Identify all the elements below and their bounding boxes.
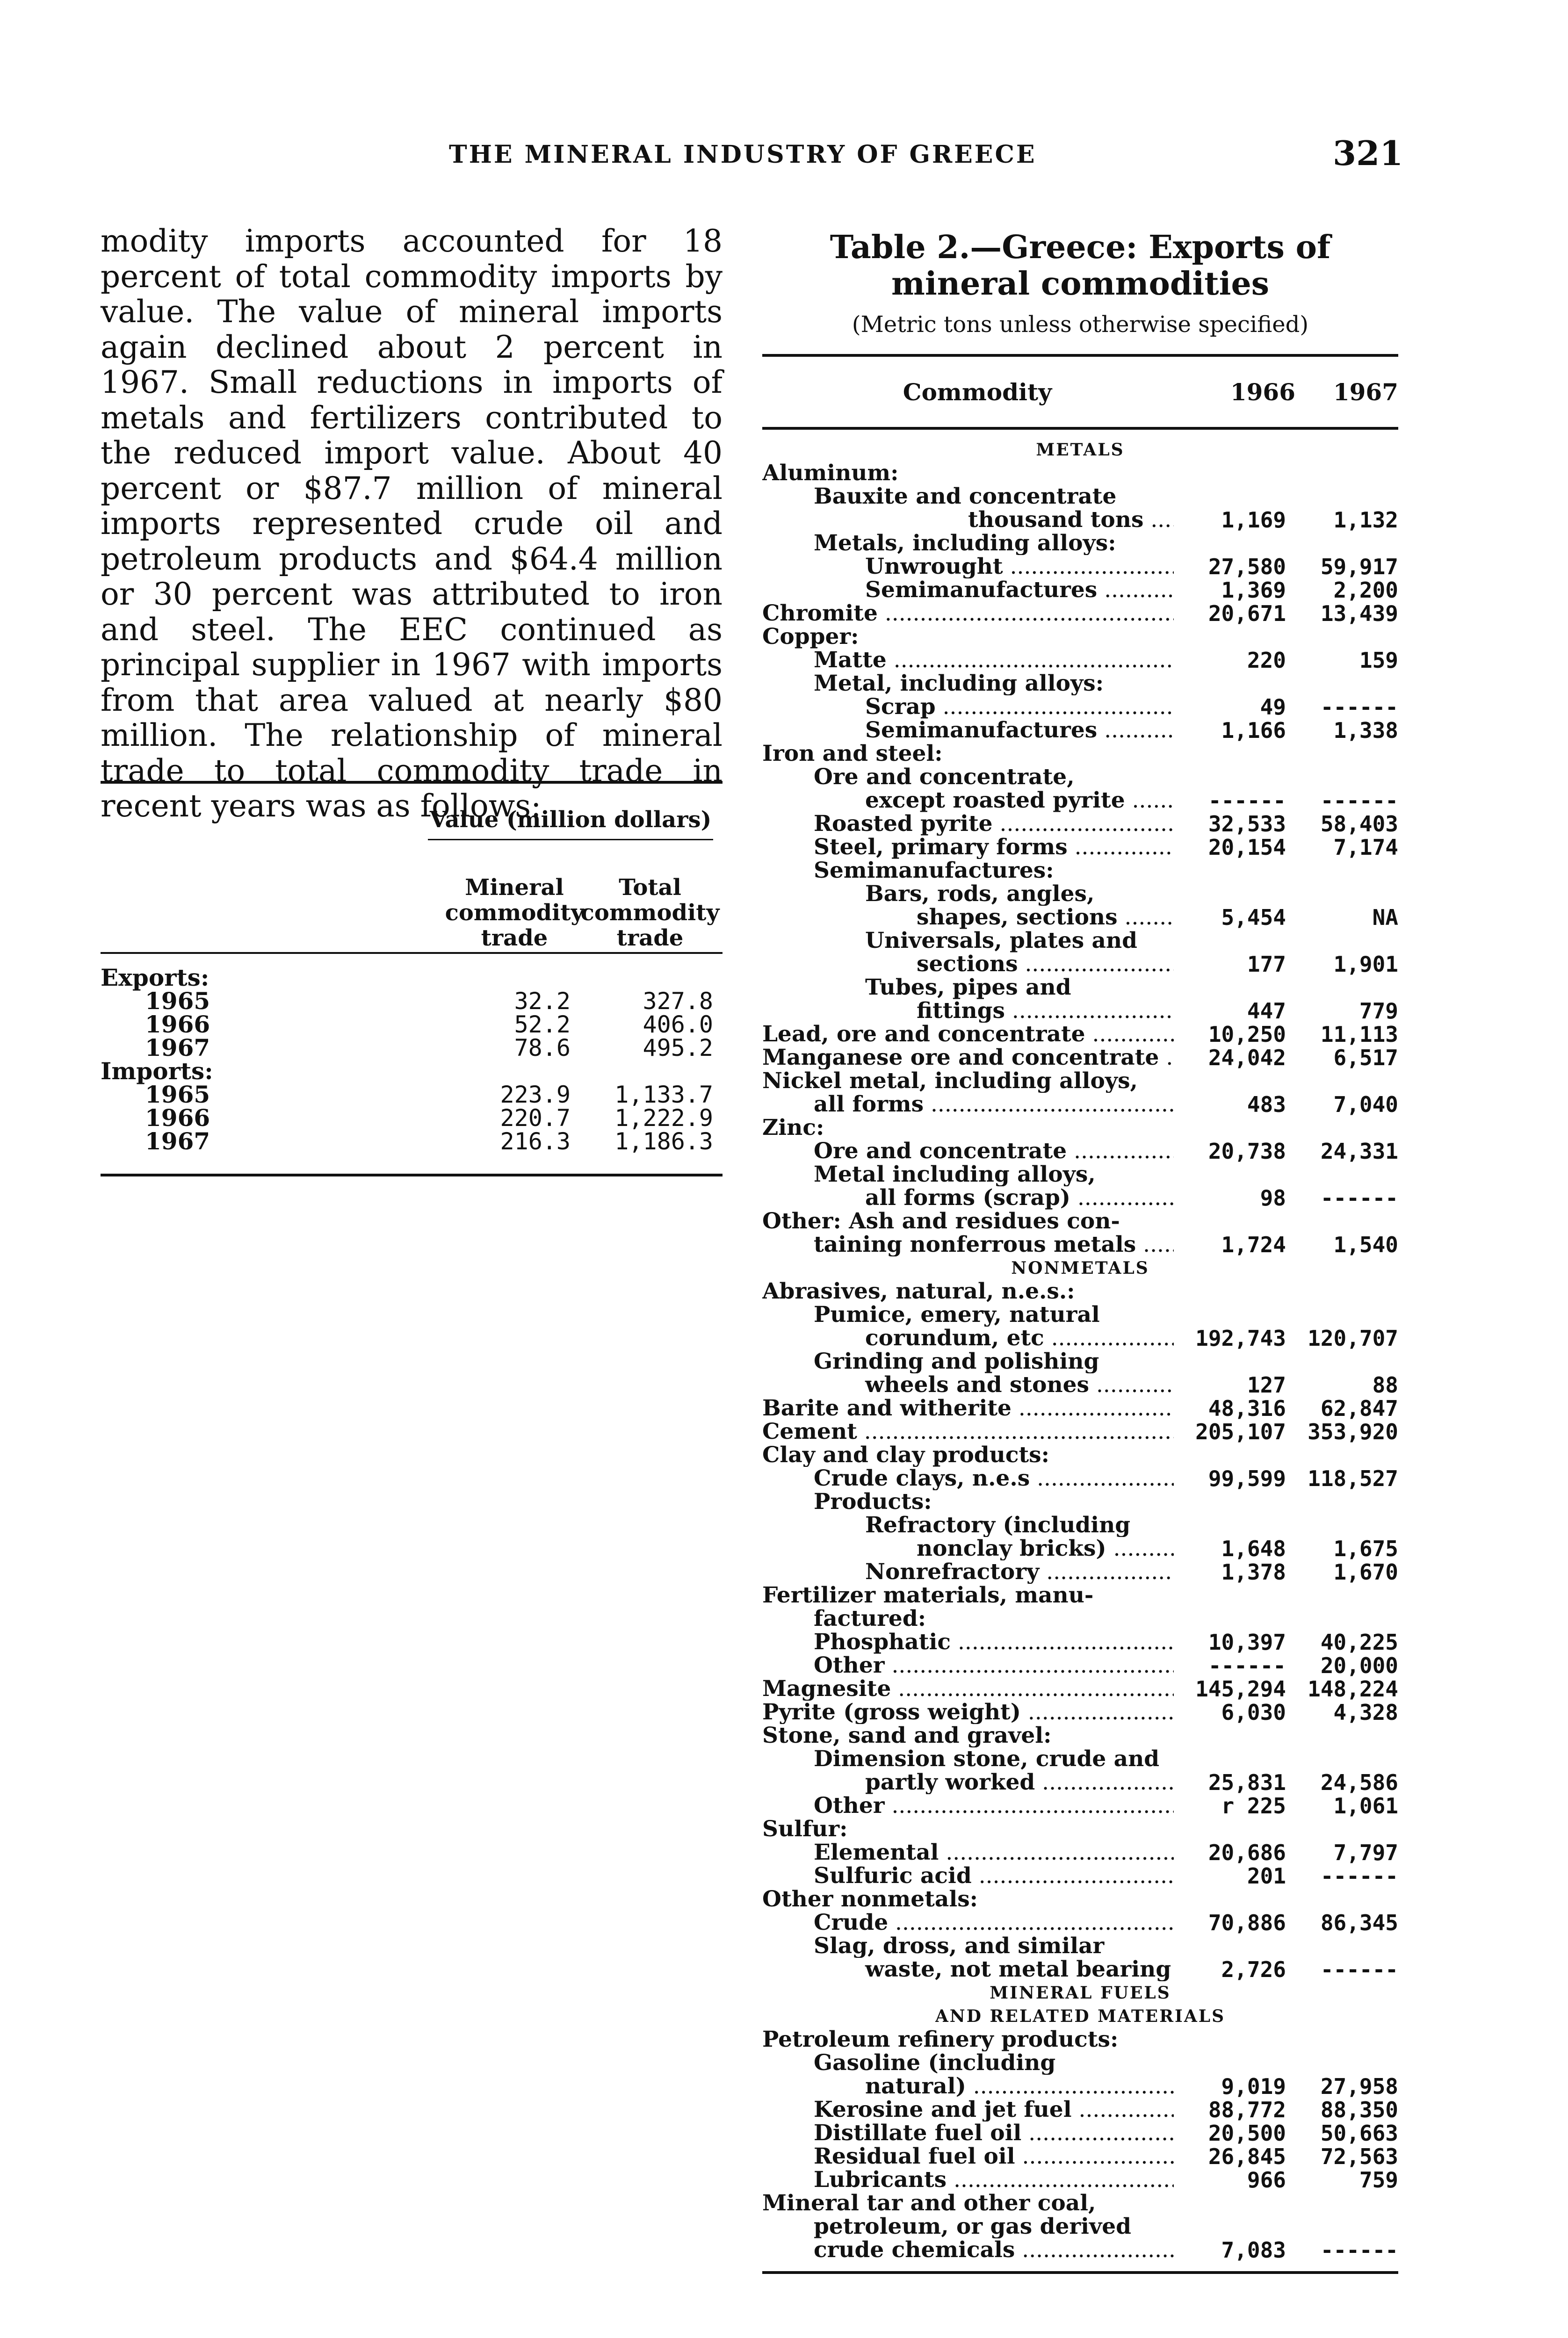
value-1967: 7,797 [1333,1840,1398,1865]
section-heading [762,1981,1398,2005]
value-1966: 1,369 [1221,577,1286,603]
commodity-label: Semimanufactures: [814,859,1054,882]
table-row [762,508,1398,532]
table-row [762,1677,1398,1701]
value-1967: 1,901 [1333,952,1398,977]
table-row [762,882,1398,906]
commodity-label: Nonrefractory ..... [762,1560,1174,1584]
commodity-label: waste, not metal bearing ..... [762,1958,1174,1981]
value-1967: 7,174 [1333,835,1398,860]
table-row [762,1327,1398,1350]
table-row [762,1864,1398,1888]
value-1966: 447 [1247,998,1286,1024]
value-1967: 88 [1372,1372,1398,1398]
table-row [762,672,1398,695]
value-1967: 353,920 [1308,1419,1398,1444]
commodity-label: Distillate fuel oil ..... [762,2122,1174,2145]
value-1967: 1,540 [1333,1232,1398,1257]
mineral-trade-value: 78.6 [514,1034,571,1061]
commodity-label: Other: Ash and residues con- [762,1210,1120,1233]
table-row [762,2122,1398,2145]
value-1967: 24,331 [1320,1139,1398,1164]
value-1966: 20,686 [1208,1840,1286,1865]
value-1967: 86,345 [1320,1910,1398,1935]
table-row [762,859,1398,882]
commodity-label: Metal including alloys, [814,1163,1096,1186]
table-row [762,2192,1398,2215]
value-1967: 6,517 [1333,1045,1398,1070]
commodity-label: nonclay bricks) ..... [762,1537,1174,1560]
table-row [762,1934,1398,1958]
value-1966: 1,724 [1221,1232,1286,1257]
table-row [762,1537,1398,1560]
mineral-trade-value: 52.2 [514,1011,571,1038]
table-row [762,1560,1398,1584]
value-1966: 25,831 [1208,1770,1286,1795]
table-row [762,1888,1398,1911]
commodity-label: petroleum, or gas derived [814,2215,1132,2238]
value-1966: 201 [1247,1863,1286,1889]
commodity-label: Cement ..... [762,1420,1174,1443]
commodity-label: Metal, including alloys: [814,672,1104,695]
value-1967: 759 [1359,2167,1398,2193]
value-1966: 966 [1247,2167,1286,2193]
table-row [762,1069,1398,1093]
table-row [762,1584,1398,1607]
value-1966: 9,019 [1221,2074,1286,2099]
commodity-column-header: Commodity [903,378,1052,406]
commodity-label: Semimanufactures ..... [762,578,1174,602]
commodity-label: Crude ..... [762,1911,1174,1934]
commodity-label: Elemental ..... [762,1841,1174,1864]
value-1967: 72,563 [1320,2144,1398,2169]
commodity-label: Scrap ..... [762,695,1174,719]
table-row [762,789,1398,812]
table-row [762,1724,1398,1747]
commodity-label: Pumice, emery, natural [814,1303,1100,1327]
commodity-label: Nickel metal, including alloys, [762,1069,1138,1093]
value-1966: 32,533 [1208,811,1286,837]
table-row [762,1490,1398,1514]
table-row [762,953,1398,976]
table-row [762,1023,1398,1046]
commodity-label: Ore and concentrate, [814,765,1075,789]
commodity-label: Products: [814,1490,932,1514]
mineral-trade-value: 32.2 [514,988,571,1015]
table-row [762,1280,1398,1303]
table-row [762,1514,1398,1537]
commodity-label: Grinding and polishing [814,1350,1099,1373]
table-row [762,2075,1398,2098]
mineral-trade-value: 220.7 [500,1104,571,1132]
commodity-label: crude chemicals ..... [762,2238,1174,2262]
value-1967: 11,113 [1320,1022,1398,1047]
table-row [762,462,1398,485]
commodity-label: Roasted pyrite ..... [762,812,1174,836]
commodity-label: sections ..... [762,953,1174,976]
value-1967: 1,061 [1333,1793,1398,1818]
table-row [762,695,1398,719]
commodity-label: Refractory (including [865,1514,1131,1537]
value-1967: 159 [1359,648,1398,673]
table-row [762,2028,1398,2051]
value-1966: 5,454 [1221,905,1286,930]
header-rule [101,952,723,954]
table-row [762,2215,1398,2238]
table-row [762,929,1398,953]
value-1967: 1,670 [1333,1559,1398,1585]
section-heading-label: MINERAL FUELS [990,1983,1171,2003]
table-row [762,1841,1398,1864]
table-row [762,2098,1398,2122]
commodity-label: Ore and concentrate ..... [762,1140,1174,1163]
table-row [762,1210,1398,1233]
value-1966: 6,030 [1221,1700,1286,1725]
value-1967: 40,225 [1320,1630,1398,1655]
commodity-label: factured: [814,1607,926,1631]
value-1966: 98 [1260,1185,1286,1211]
commodity-label: Metals, including alloys: [814,532,1116,555]
table-row [762,1701,1398,1724]
value-1966: 26,845 [1208,2144,1286,2169]
value-1966: 48,316 [1208,1396,1286,1421]
value-1966: 24,042 [1208,1045,1286,1070]
total-trade-value: 1,222.9 [614,1104,713,1132]
table-row [762,976,1398,999]
summary-row-label: 1965 [145,987,210,1015]
year-1967-column-header: 1967 [1333,378,1398,406]
value-1966: 49 [1260,694,1286,720]
commodity-label: Chromite ..... [762,602,1174,625]
total-trade-header: Total commodity trade [580,874,720,951]
value-1966: 483 [1247,1092,1286,1117]
table-row [762,742,1398,765]
commodity-label: Mineral tar and other coal, [762,2192,1096,2215]
table-row [762,719,1398,742]
commodity-label: Unwrought ..... [762,555,1174,578]
commodity-label: Kerosine and jet fuel ..... [762,2098,1174,2122]
table-row [762,1093,1398,1116]
section-heading-label: NONMETALS [1011,1258,1149,1278]
table-row [762,555,1398,578]
value-1966: 145,294 [1195,1676,1286,1702]
commodity-label: partly worked ..... [762,1771,1174,1794]
commodity-label: Semimanufactures ..... [762,719,1174,742]
table-row [762,1420,1398,1443]
commodity-label: Magnesite ..... [762,1677,1174,1701]
year-1966-column-header: 1966 [1230,378,1295,406]
mineral-trade-header: Mineral commodity trade [445,874,584,951]
summary-row-label: 1966 [145,1104,210,1132]
value-1967: 62,847 [1320,1396,1398,1421]
section-heading [762,1256,1398,1280]
table-row [762,1140,1398,1163]
summary-row-label: 1965 [145,1081,210,1108]
commodity-label: Clay and clay products: [762,1443,1049,1467]
value-1967: NA [1372,905,1398,930]
table-row [762,1467,1398,1490]
value-column-group-header: Value (million dollars) [428,807,713,840]
table-row [762,649,1398,672]
commodity-label: Barite and witherite ..... [762,1397,1174,1420]
commodity-label: Dimension stone, crude and [814,1747,1160,1771]
value-1966: 10,397 [1208,1630,1286,1655]
value-1967: 148,224 [1308,1676,1398,1702]
commodity-label: Tubes, pipes and [865,976,1071,999]
value-1967: 779 [1359,998,1398,1024]
value-1967: 13,439 [1320,601,1398,626]
total-trade-value: 1,186.3 [614,1128,713,1155]
table-row [762,1818,1398,1841]
table-row [762,1303,1398,1327]
table-row [762,1186,1398,1210]
commodity-label: Sulfuric acid ..... [762,1864,1174,1888]
table-row [762,1046,1398,1069]
commodity-label: Copper: [762,625,859,649]
value-1966: 20,154 [1208,835,1286,860]
commodity-label: Aluminum: [762,462,899,485]
summary-row-label: 1967 [145,1127,210,1155]
table-row [762,1350,1398,1373]
summary-row-label: Imports: [101,1057,213,1085]
commodity-label: Other nonmetals: [762,1888,978,1911]
commodity-label: Abrasives, natural, n.e.s.: [762,1280,1075,1303]
commodity-label: all forms (scrap) ..... [762,1186,1174,1210]
value-1966: 127 [1247,1372,1286,1398]
trade-summary-rows [101,964,723,1155]
value-1967: 7,040 [1333,1092,1398,1117]
value-1967: 50,663 [1320,2121,1398,2146]
commodity-label: Steel, primary forms ..... [762,836,1174,859]
value-1967: ------ [1320,788,1398,813]
summary-row-label: Exports: [101,964,210,991]
commodity-label: except roasted pyrite ..... [762,789,1174,812]
value-1967: 88,350 [1320,2097,1398,2122]
table-row [762,1163,1398,1186]
commodity-label: shapes, sections ..... [762,906,1174,929]
summary-row-label: 1967 [145,1034,210,1061]
table-row [762,1958,1398,1981]
value-1966: 27,580 [1208,554,1286,579]
value-1966: 177 [1247,952,1286,977]
commodity-label: wheels and stones ..... [762,1373,1174,1397]
table-row [762,1607,1398,1631]
value-1966: 1,378 [1221,1559,1286,1585]
table-row [762,2168,1398,2192]
body-text-column [101,224,723,824]
value-1967: 4,328 [1333,1700,1398,1725]
value-1966: 2,726 [1221,1957,1286,1982]
value-1966: 1,169 [1221,507,1286,533]
table-row [762,1233,1398,1256]
value-1967: 20,000 [1320,1653,1398,1678]
value-1967: 58,403 [1320,811,1398,837]
commodity-label: Manganese ore and concentrate ..... [762,1046,1174,1069]
value-1967: 59,917 [1320,554,1398,579]
table-row [762,1397,1398,1420]
table-body [762,430,1398,2262]
commodity-label: Phosphatic ..... [762,1631,1174,1654]
value-1967: ------ [1320,2237,1398,2263]
mineral-trade-value: 216.3 [500,1128,571,1155]
value-1967: 27,958 [1320,2074,1398,2099]
commodity-label: Residual fuel oil ..... [762,2145,1174,2168]
value-1966: 88,772 [1208,2097,1286,2122]
table-row [762,765,1398,789]
value-1966: 205,107 [1195,1419,1286,1444]
value-1966: 10,250 [1208,1022,1286,1047]
summary-row-label: 1966 [145,1010,210,1038]
value-1966: 1,166 [1221,718,1286,743]
value-1966: 99,599 [1208,1466,1286,1491]
commodity-label: Stone, sand and gravel: [762,1724,1052,1747]
commodity-label: Petroleum refinery products: [762,2028,1119,2051]
table-row [762,1911,1398,1934]
section-heading-label: METALS [1036,440,1125,460]
value-1966: r 225 [1221,1793,1286,1818]
commodity-label: Universals, plates and [865,929,1138,953]
table-row [762,2238,1398,2262]
table-row [762,906,1398,929]
commodity-label: Other ..... [762,1654,1174,1677]
section-heading [762,438,1398,462]
value-1967: 2,200 [1333,577,1398,603]
value-1967: 24,586 [1320,1770,1398,1795]
total-trade-value: 327.8 [643,988,713,1015]
trade-summary-header [101,793,723,952]
commodity-label: Fertilizer materials, manu- [762,1584,1094,1607]
table-row [762,2051,1398,2075]
table-row [762,836,1398,859]
commodity-label: Iron and steel: [762,742,943,765]
commodity-label: Bauxite and concentrate [814,485,1117,508]
value-1967: ------ [1320,1185,1398,1211]
body-paragraph: modity imports accounted for 18 percent of total commodity imports by value. The value of mineral imports again declined about 2 percent in 1967. Small reductions in imports of metals and fertilizers contributed to the reduced import value. About 40 percent or $87.7 million of mineral imports represented crude oil and petroleum products and $64.4 million or 30 percent was attributed to iron and steel. The EEC continued as principal supplier in 1967 with imports from that area valued at nearly $80 million. The relationship of mineral trade to total commodity trade in recent years was as follows: [101,223,723,824]
value-1967: 1,675 [1333,1536,1398,1561]
table-row [762,1747,1398,1771]
section-heading-label: AND RELATED MATERIALS [935,2006,1226,2026]
value-1967: 1,338 [1333,718,1398,743]
table-row [762,1116,1398,1140]
section-heading [762,2005,1398,2028]
summary-row [101,1127,723,1155]
commodity-label: Pyrite (gross weight) ..... [762,1701,1174,1724]
total-trade-value: 1,133.7 [614,1081,713,1108]
exports-table [762,229,1398,2274]
value-1966: 220 [1247,648,1286,673]
table-header [762,354,1398,430]
value-1967: ------ [1320,1863,1398,1889]
mineral-trade-value: 223.9 [500,1081,571,1108]
commodity-label: Matte ..... [762,649,1174,672]
commodity-label: taining nonferrous metals ..... [762,1233,1174,1256]
value-1966: 7,083 [1221,2237,1286,2263]
table-row [762,602,1398,625]
table-row [762,532,1398,555]
commodity-label: thousand tons ..... [762,508,1174,532]
table-row [762,1771,1398,1794]
commodity-label: Gasoline (including [814,2051,1056,2075]
commodity-label: all forms ..... [762,1093,1174,1116]
table-row [762,1794,1398,1818]
table-row [762,1443,1398,1467]
value-1966: 70,886 [1208,1910,1286,1935]
table-row [762,578,1398,602]
commodity-label: Bars, rods, angles, [865,882,1095,906]
table-row [762,485,1398,508]
page-number: 321 [1333,133,1403,173]
commodity-label: natural) ..... [762,2075,1174,2098]
total-trade-value: 495.2 [643,1034,713,1061]
table-subtitle: (Metric tons unless otherwise specified) [852,311,1309,338]
value-1966: ------ [1208,788,1286,813]
total-trade-value: 406.0 [643,1011,713,1038]
commodity-label: Lead, ore and concentrate ..... [762,1023,1174,1046]
value-1967: 1,132 [1333,507,1398,533]
value-1966: 20,500 [1208,2121,1286,2146]
table-row [762,1373,1398,1397]
running-header: THE MINERAL INDUSTRY OF GREECE [449,140,1037,169]
table-row [762,1631,1398,1654]
value-1967: ------ [1320,694,1398,720]
value-1967: 118,527 [1308,1466,1398,1491]
table-row [762,625,1398,649]
value-1966: 1,648 [1221,1536,1286,1561]
value-1966: ------ [1208,1653,1286,1678]
commodity-label: Lubricants ..... [762,2168,1174,2192]
table-row [762,2145,1398,2168]
commodity-label: Crude clays, n.e.s ..... [762,1467,1174,1490]
commodity-label: Zinc: [762,1116,824,1140]
table-title: Table 2.—Greece: Exports of mineral commodities [830,229,1331,303]
value-1967: 120,707 [1308,1326,1398,1351]
table-bottom-rule [762,2271,1398,2274]
table-row [762,812,1398,836]
commodity-label: Other ..... [762,1794,1174,1818]
commodity-label: fittings ..... [762,999,1174,1023]
commodity-label: Slag, dross, and similar [814,1934,1105,1958]
value-1967: ------ [1320,1957,1398,1982]
commodity-label: Sulfur: [762,1818,848,1841]
value-1966: 192,743 [1195,1326,1286,1351]
table-row [762,1654,1398,1677]
value-1966: 20,738 [1208,1139,1286,1164]
value-1966: 20,671 [1208,601,1286,626]
commodity-label: corundum, etc ..... [762,1327,1174,1350]
table-row [762,999,1398,1023]
trade-summary-table [101,781,723,1176]
